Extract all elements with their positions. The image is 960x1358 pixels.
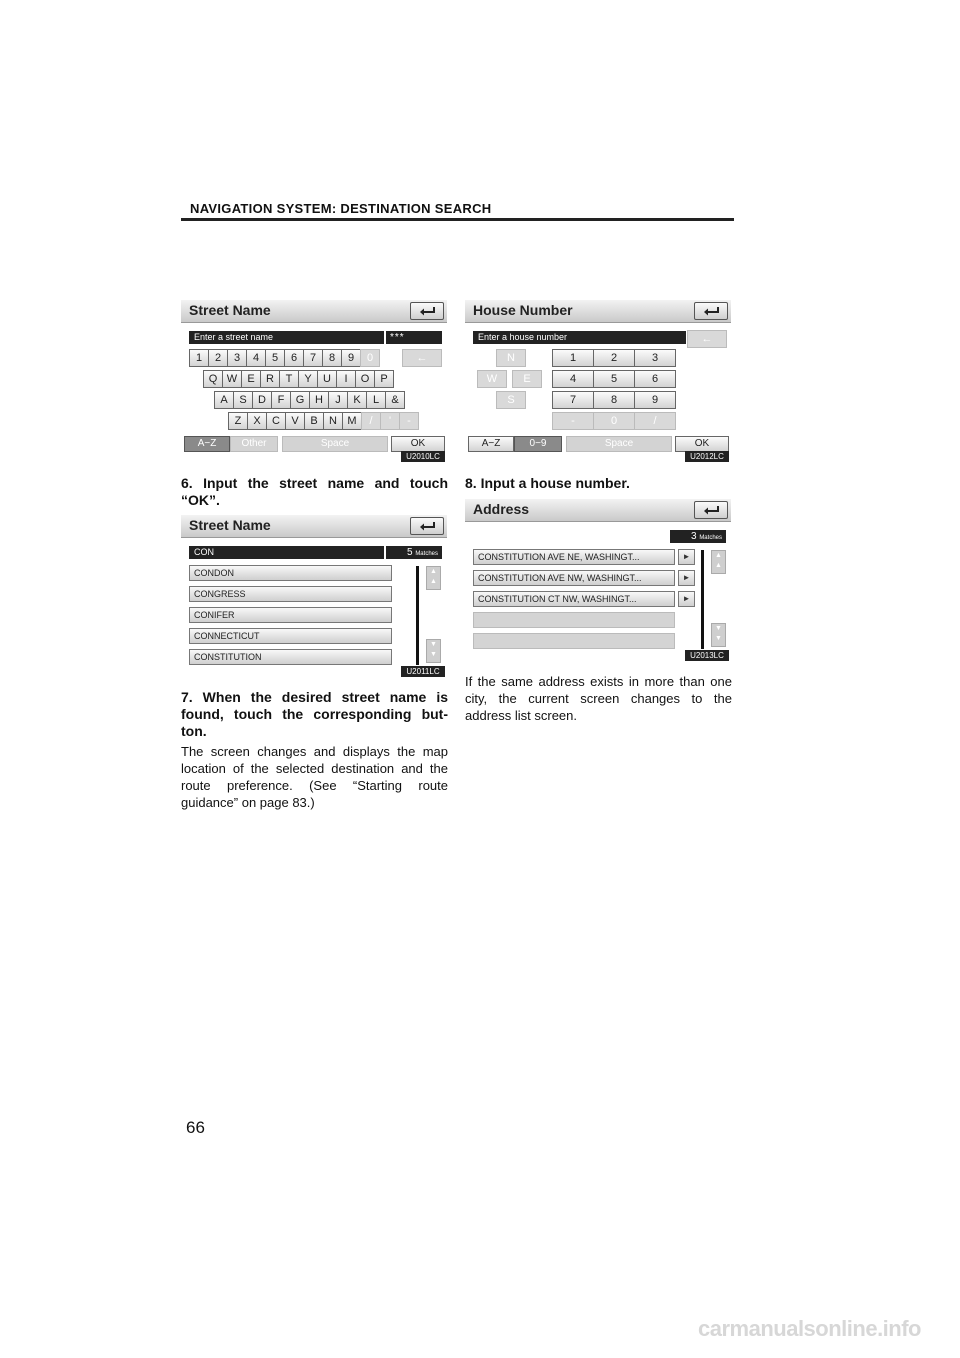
return-arrow-icon [419,521,437,532]
address-list-note: If the same address exists in more than one city, the current screen changes to the address list screen. [465,674,732,723]
step-7-description: The screen changes and displays the map location of the selected destination and the route preference. (See “Starting route guidance” on page 83.) [181,744,448,810]
digit-5-key[interactable]: 5 [593,370,635,388]
key-7[interactable]: 7 [303,349,323,367]
chevron-double-up-icon: ▲ ▲ [430,568,437,585]
play-arrow-icon: ► [682,552,691,561]
key-s[interactable]: S [233,391,253,409]
key-slash[interactable]: / [361,412,381,430]
key-8[interactable]: 8 [322,349,342,367]
key-apostrophe[interactable]: ' [380,412,400,430]
chevron-double-down-icon: ▼ ▼ [430,641,437,658]
street-name-keyboard-screen [181,300,447,463]
play-arrow-icon: ► [682,594,691,603]
figure-code: U2010LC [401,451,445,462]
key-hyphen[interactable]: - [399,412,419,430]
match-label: Matches [415,551,438,557]
direction-w-key[interactable]: W [477,370,507,388]
figure-code: U2013LC [685,650,729,661]
digit-7-key[interactable]: 7 [552,391,594,409]
direction-n-key[interactable]: N [496,349,526,367]
match-count: 5 [406,547,413,558]
digit-4-key[interactable]: 4 [552,370,594,388]
key-v[interactable]: V [285,412,305,430]
key-ampersand[interactable]: & [385,391,405,409]
address-detail-button-3[interactable] [678,591,695,607]
figure-code: U2012LC [685,451,729,462]
space-key[interactable]: Space [282,436,388,452]
key-a[interactable]: A [214,391,234,409]
match-count-badge [386,546,442,559]
digit-3-key[interactable]: 3 [634,349,676,367]
house-number-input[interactable]: Enter a house number [473,331,686,344]
address-detail-button-2[interactable] [678,570,695,586]
return-arrow-icon [703,505,721,516]
key-l[interactable]: L [366,391,386,409]
direction-e-key[interactable]: E [512,370,542,388]
match-label: Matches [699,535,722,541]
tab-a-z[interactable]: A−Z [184,436,230,452]
chevron-double-down-icon: ▼ ▼ [715,625,722,642]
screen-title: Street Name [189,302,271,318]
key-e[interactable]: E [241,370,261,388]
address-item-1[interactable]: CONSTITUTION AVE NE, WASHINGT... [473,549,675,565]
key-w[interactable]: W [222,370,242,388]
key-j[interactable]: J [328,391,348,409]
key-m[interactable]: M [342,412,362,430]
scrollbar[interactable] [701,550,704,649]
key-b[interactable]: B [304,412,324,430]
key-z[interactable]: Z [228,412,248,430]
key-t[interactable]: T [279,370,299,388]
page-up-button[interactable] [426,566,441,590]
chevron-double-up-icon: ▲ ▲ [715,552,722,569]
screen-title-bar [465,499,731,522]
key-6[interactable]: 6 [284,349,304,367]
address-list-screen [465,499,731,662]
key-y[interactable]: Y [298,370,318,388]
back-button[interactable] [410,517,444,535]
key-n[interactable]: N [323,412,343,430]
section-header: NAVIGATION SYSTEM: DESTINATION SEARCH [190,201,492,216]
address-detail-button-1[interactable] [678,549,695,565]
key-d[interactable]: D [252,391,272,409]
digit-8-key[interactable]: 8 [593,391,635,409]
ok-button[interactable]: OK [391,436,445,452]
screen-title-bar [181,300,447,323]
screen-title: Address [473,501,530,517]
key-g[interactable]: G [290,391,310,409]
key-i[interactable]: I [336,370,356,388]
digit-2-key[interactable]: 2 [593,349,635,367]
key-r[interactable]: R [260,370,280,388]
key-5[interactable]: 5 [265,349,285,367]
return-arrow-icon [703,306,721,317]
key-k[interactable]: K [347,391,367,409]
key-c[interactable]: C [266,412,286,430]
tab-a-z[interactable]: A−Z [468,436,514,452]
house-number-screen [465,300,731,463]
key-0[interactable]: 0 [360,349,380,367]
empty-list-slot [473,612,675,628]
key-p[interactable]: P [374,370,394,388]
street-item-constitution[interactable]: CONSTITUTION [189,649,392,665]
figure-code: U2011LC [401,666,445,677]
back-button[interactable] [694,302,728,320]
ok-button[interactable]: OK [675,436,729,452]
masked-input-indicator: *** [386,331,442,344]
address-item-3[interactable]: CONSTITUTION CT NW, WASHINGT... [473,591,675,607]
direction-s-key[interactable]: S [496,391,526,409]
play-arrow-icon: ► [682,573,691,582]
key-2[interactable]: 2 [208,349,228,367]
street-item-conifer[interactable]: CONIFER [189,607,392,623]
search-query: CON [189,546,384,559]
backspace-key[interactable]: ← [402,349,442,367]
screen-title-bar [181,515,447,538]
page-up-button[interactable] [711,550,726,574]
page-down-button[interactable] [711,623,726,647]
match-count-badge [670,530,726,543]
empty-list-slot [473,633,675,649]
key-4[interactable]: 4 [246,349,266,367]
backspace-key[interactable]: ← [687,330,727,348]
key-o[interactable]: O [355,370,375,388]
key-3[interactable]: 3 [227,349,247,367]
street-name-input[interactable]: Enter a street name [189,331,384,344]
slash-key[interactable]: / [634,412,676,430]
back-button[interactable] [410,302,444,320]
space-key[interactable]: Space [566,436,672,452]
screen-title: Street Name [189,517,271,533]
key-u[interactable]: U [317,370,337,388]
return-arrow-icon [419,306,437,317]
address-item-2[interactable]: CONSTITUTION AVE NW, WASHINGT... [473,570,675,586]
key-q[interactable]: Q [203,370,223,388]
screen-title: House Number [473,302,573,318]
street-name-results-screen [181,515,447,678]
digit-1-key[interactable]: 1 [552,349,594,367]
street-item-condon[interactable]: CONDON [189,565,392,581]
page-number: 66 [186,1118,205,1137]
digit-9-key[interactable]: 9 [634,391,676,409]
key-h[interactable]: H [309,391,329,409]
screen-title-bar [465,300,731,323]
key-x[interactable]: X [247,412,267,430]
header-rule [181,218,734,221]
tab-0-9[interactable]: 0−9 [514,436,562,452]
tab-other[interactable]: Other [230,436,278,452]
street-item-congress[interactable]: CONGRESS [189,586,392,602]
key-9[interactable]: 9 [341,349,361,367]
digit-6-key[interactable]: 6 [634,370,676,388]
key-f[interactable]: F [271,391,291,409]
street-item-connecticut[interactable]: CONNECTICUT [189,628,392,644]
match-count: 3 [690,531,697,542]
digit-0-key[interactable]: 0 [593,412,635,430]
key-1[interactable]: 1 [189,349,209,367]
page-down-button[interactable] [426,639,441,663]
step-6-instruction: 6. Input the street name and touch “OK”. [181,475,448,508]
watermark: carmanualsonline.info [698,1316,921,1341]
hyphen-key[interactable]: - [552,412,594,430]
back-button[interactable] [694,501,728,519]
scrollbar[interactable] [416,566,419,665]
step-8-instruction: 8. Input a house number. [465,475,630,491]
step-7-instruction: 7. When the desired street name is found, touch the corresponding but-ton. [181,689,448,739]
